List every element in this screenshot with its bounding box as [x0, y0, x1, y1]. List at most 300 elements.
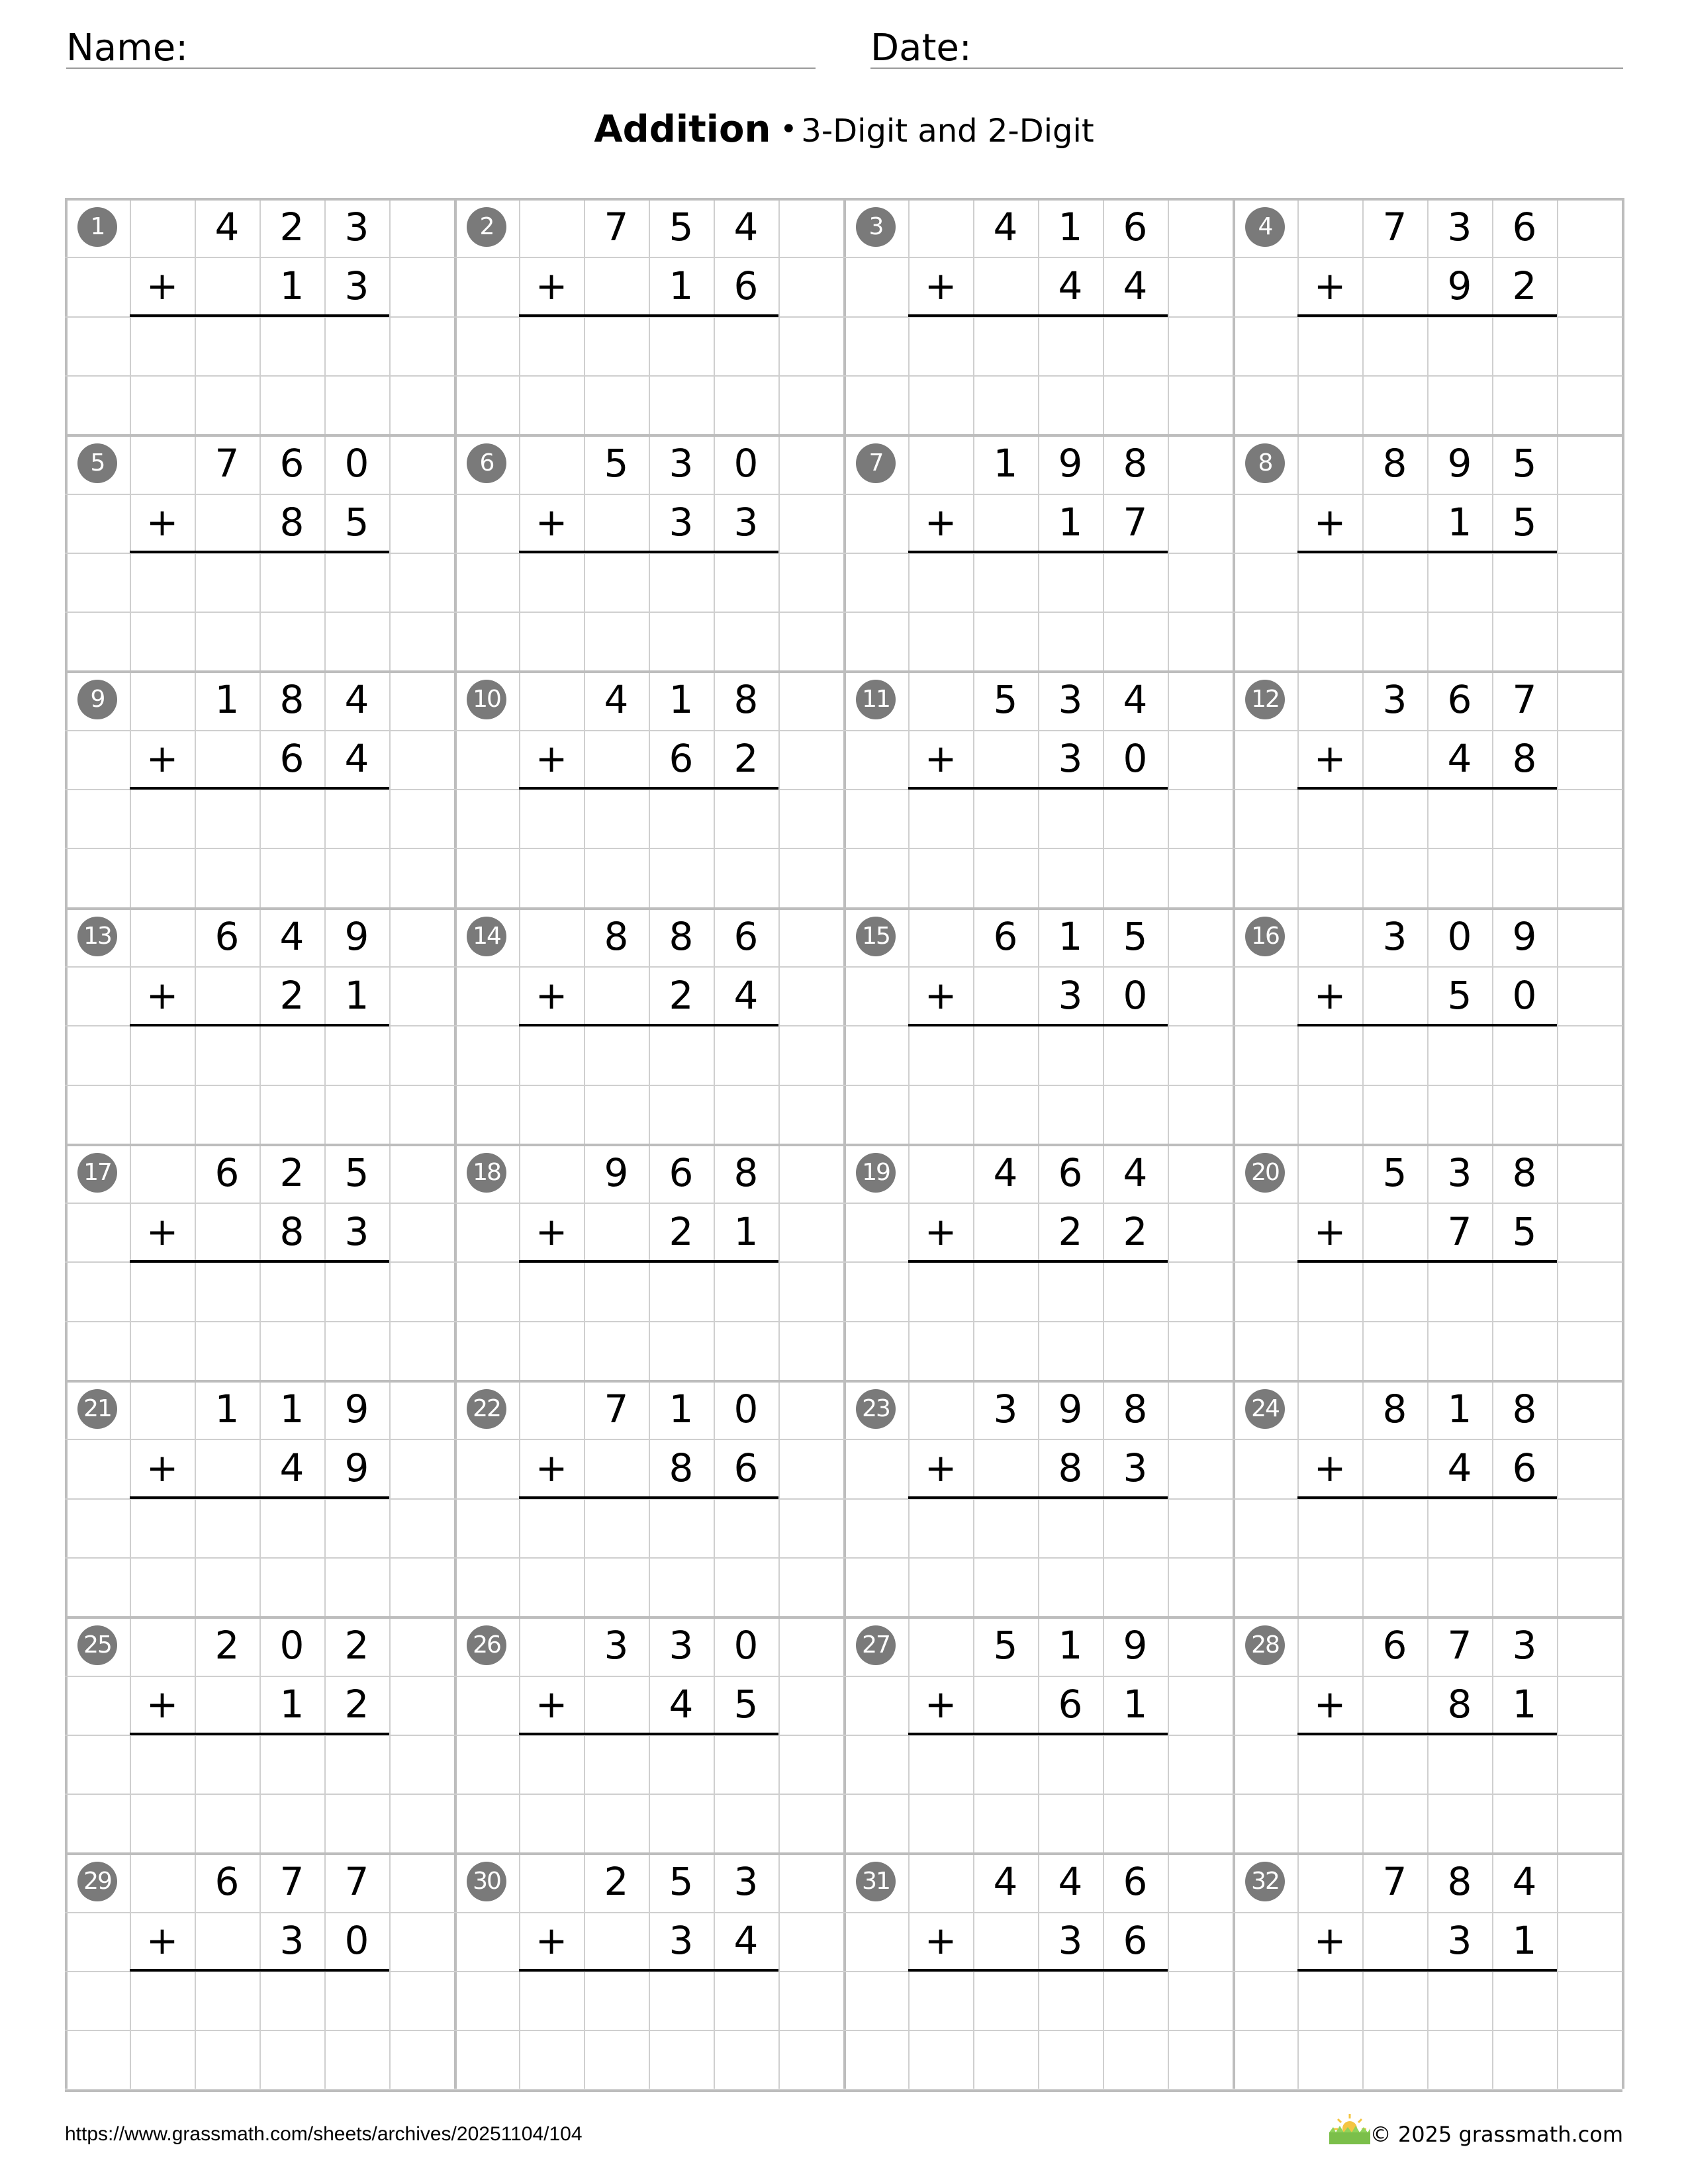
answer-cell[interactable] [1427, 1499, 1492, 1555]
answer-cell[interactable] [1038, 1263, 1103, 1319]
plus-sign: + [924, 1918, 957, 1963]
problem [454, 1380, 843, 1616]
name-line[interactable] [66, 68, 816, 69]
answer-cell[interactable] [1297, 1499, 1362, 1555]
addend-bottom-digit: 8 [1447, 1682, 1472, 1727]
addend-top-digit: 3 [1447, 1150, 1472, 1195]
answer-cell[interactable] [1103, 1735, 1168, 1792]
answer-cell[interactable] [649, 790, 714, 846]
answer-cell[interactable] [908, 1972, 973, 2028]
addend-top-digit: 7 [1512, 677, 1537, 722]
addend-bottom-digit: 9 [344, 1445, 369, 1490]
answer-cell[interactable] [195, 1263, 259, 1319]
answer-cell[interactable] [649, 1972, 714, 2028]
answer-cell[interactable] [519, 1499, 584, 1555]
problem-number-badge: 25 [77, 1625, 117, 1665]
addend-top-digit: 7 [344, 1859, 369, 1904]
answer-cell[interactable] [584, 1972, 649, 2028]
plus-sign: + [535, 263, 568, 308]
problem [454, 907, 843, 1144]
answer-cell[interactable] [1038, 1499, 1103, 1555]
addend-bottom-digit: 2 [1123, 1209, 1148, 1254]
problem [843, 1144, 1233, 1380]
problem-number-badge: 4 [1245, 207, 1285, 247]
addend-top-digit: 8 [1382, 1387, 1407, 1432]
addend-top-digit: 4 [1512, 1859, 1537, 1904]
addend-bottom-digit: 4 [669, 1682, 694, 1727]
addend-top-digit: 6 [993, 914, 1018, 959]
answer-cell[interactable] [1427, 1263, 1492, 1319]
addend-bottom-digit: 1 [733, 1209, 759, 1254]
answer-cell[interactable] [714, 1263, 778, 1319]
addend-bottom-digit: 3 [1058, 973, 1083, 1018]
answer-cell[interactable] [519, 553, 584, 610]
problem-number-badge: 1 [77, 207, 117, 247]
answer-cell[interactable] [908, 790, 973, 846]
addend-top-digit: 7 [1382, 205, 1407, 250]
addend-top-digit: 5 [604, 441, 629, 486]
plus-sign: + [1313, 263, 1346, 308]
addend-top-digit: 5 [993, 677, 1018, 722]
answer-cell[interactable] [908, 1026, 973, 1083]
problem [65, 1616, 454, 1852]
plus-sign: + [535, 1682, 568, 1727]
answer-cell[interactable] [130, 1972, 195, 2028]
addend-top-digit: 4 [993, 1150, 1018, 1195]
answer-cell[interactable] [130, 1499, 195, 1555]
addend-top-digit: 6 [1123, 205, 1148, 250]
answer-cell[interactable] [1103, 1972, 1168, 2028]
addend-bottom-digit: 7 [1447, 1209, 1472, 1254]
plus-sign: + [146, 1209, 179, 1254]
answer-cell[interactable] [1427, 553, 1492, 610]
answer-cell[interactable] [1038, 1735, 1103, 1792]
addend-top-digit: 3 [1512, 1623, 1537, 1668]
answer-cell[interactable] [519, 317, 584, 373]
answer-cell[interactable] [1038, 553, 1103, 610]
answer-cell[interactable] [973, 1026, 1038, 1083]
addend-top-digit: 8 [1447, 1859, 1472, 1904]
answer-cell[interactable] [584, 553, 649, 610]
problem [1233, 1852, 1622, 2089]
problem [65, 1144, 454, 1380]
answer-cell[interactable] [130, 1735, 195, 1792]
addend-bottom-digit: 6 [669, 736, 694, 781]
answer-cell[interactable] [1362, 1026, 1427, 1083]
addend-top-digit: 3 [604, 1623, 629, 1668]
answer-cell[interactable] [1103, 1499, 1168, 1555]
problem [1233, 1616, 1622, 1852]
addend-bottom-digit: 5 [733, 1682, 759, 1727]
addend-top-digit: 9 [604, 1150, 629, 1195]
problem [843, 1852, 1233, 2089]
answer-cell[interactable] [1362, 317, 1427, 373]
problem-number-badge: 13 [77, 917, 117, 956]
answer-cell[interactable] [195, 553, 259, 610]
answer-cell[interactable] [324, 1499, 389, 1555]
problem-number-badge: 14 [467, 917, 506, 956]
answer-cell[interactable] [649, 1026, 714, 1083]
plus-sign: + [924, 1209, 957, 1254]
answer-cell[interactable] [908, 317, 973, 373]
answer-cell[interactable] [1297, 553, 1362, 610]
answer-cell[interactable] [908, 1263, 973, 1319]
addend-bottom-digit: 4 [1447, 1445, 1472, 1490]
addend-bottom-digit: 6 [1123, 1918, 1148, 1963]
problem [454, 434, 843, 670]
addend-top-digit: 7 [604, 205, 629, 250]
answer-cell[interactable] [1492, 553, 1557, 610]
answer-cell[interactable] [1103, 553, 1168, 610]
problem-number-badge: 15 [856, 917, 896, 956]
answer-cell[interactable] [519, 1263, 584, 1319]
addend-top-digit: 5 [1123, 914, 1148, 959]
answer-cell[interactable] [1362, 1972, 1427, 2028]
addend-bottom-digit: 2 [1058, 1209, 1083, 1254]
answer-cell[interactable] [1427, 317, 1492, 373]
answer-cell[interactable] [714, 1499, 778, 1555]
addend-top-digit: 3 [1058, 677, 1083, 722]
answer-cell[interactable] [1297, 790, 1362, 846]
addend-top-digit: 3 [733, 1859, 759, 1904]
answer-cell[interactable] [714, 553, 778, 610]
addend-bottom-digit: 3 [1123, 1445, 1148, 1490]
answer-cell[interactable] [908, 1735, 973, 1792]
answer-cell[interactable] [1038, 1972, 1103, 2028]
addend-top-digit: 9 [344, 1387, 369, 1432]
problem [454, 1852, 843, 2089]
answer-cell[interactable] [195, 317, 259, 373]
addend-top-digit: 3 [993, 1387, 1018, 1432]
addend-bottom-digit: 8 [1058, 1445, 1083, 1490]
addend-bottom-digit: 8 [279, 1209, 305, 1254]
addend-top-digit: 1 [279, 1387, 305, 1432]
answer-cell[interactable] [1492, 1499, 1557, 1555]
addend-top-digit: 7 [604, 1387, 629, 1432]
addend-top-digit: 0 [279, 1623, 305, 1668]
answer-cell[interactable] [1362, 1263, 1427, 1319]
plus-sign: + [1313, 1209, 1346, 1254]
answer-cell[interactable] [1362, 1499, 1427, 1555]
answer-cell[interactable] [1038, 790, 1103, 846]
answer-cell[interactable] [1297, 1735, 1362, 1792]
plus-sign: + [146, 263, 179, 308]
answer-cell[interactable] [1492, 1972, 1557, 2028]
answer-cell[interactable] [519, 790, 584, 846]
answer-cell[interactable] [973, 1972, 1038, 2028]
answer-cell[interactable] [1297, 317, 1362, 373]
answer-cell[interactable] [259, 1972, 324, 2028]
addend-top-digit: 8 [604, 914, 629, 959]
answer-cell[interactable] [714, 1735, 778, 1792]
addend-top-digit: 8 [669, 914, 694, 959]
answer-cell[interactable] [973, 790, 1038, 846]
answer-cell[interactable] [195, 1972, 259, 2028]
answer-cell[interactable] [973, 317, 1038, 373]
answer-cell[interactable] [908, 1499, 973, 1555]
answer-cell[interactable] [1362, 1735, 1427, 1792]
addend-top-digit: 8 [733, 677, 759, 722]
answer-cell[interactable] [1362, 553, 1427, 610]
problem-number-badge: 24 [1245, 1389, 1285, 1429]
addend-top-digit: 1 [669, 677, 694, 722]
answer-cell[interactable] [130, 1026, 195, 1083]
plus-sign: + [924, 263, 957, 308]
addend-top-digit: 0 [1447, 914, 1472, 959]
problem [843, 670, 1233, 907]
plus-sign: + [924, 1445, 957, 1490]
answer-cell[interactable] [649, 1735, 714, 1792]
addend-bottom-digit: 2 [1512, 263, 1537, 308]
answer-cell[interactable] [130, 790, 195, 846]
problem [65, 1852, 454, 2089]
addend-bottom-digit: 5 [1447, 973, 1472, 1018]
plus-sign: + [535, 1209, 568, 1254]
answer-cell[interactable] [1103, 317, 1168, 373]
answer-cell[interactable] [324, 790, 389, 846]
footer-copyright: © 2025 grassmath.com [1370, 2122, 1623, 2147]
addend-top-digit: 5 [1512, 441, 1537, 486]
answer-cell[interactable] [584, 1499, 649, 1555]
plus-sign: + [1313, 1918, 1346, 1963]
addend-bottom-digit: 6 [733, 263, 759, 308]
answer-cell[interactable] [649, 1263, 714, 1319]
worksheet-title [0, 106, 1688, 156]
answer-cell[interactable] [649, 317, 714, 373]
plus-sign: + [146, 736, 179, 781]
answer-cell[interactable] [259, 790, 324, 846]
date-line[interactable] [870, 68, 1623, 69]
plus-sign: + [924, 736, 957, 781]
answer-cell[interactable] [714, 790, 778, 846]
answer-cell[interactable] [259, 317, 324, 373]
addend-bottom-digit: 8 [1512, 736, 1537, 781]
answer-cell[interactable] [1103, 1026, 1168, 1083]
answer-cell[interactable] [973, 1263, 1038, 1319]
problem [65, 670, 454, 907]
answer-cell[interactable] [584, 317, 649, 373]
problem-number-badge: 10 [467, 680, 506, 719]
addend-top-digit: 1 [214, 677, 240, 722]
answer-cell[interactable] [1038, 1026, 1103, 1083]
addend-bottom-digit: 3 [1058, 1918, 1083, 1963]
addend-bottom-digit: 0 [1123, 736, 1148, 781]
answer-cell[interactable] [324, 1263, 389, 1319]
addend-top-digit: 3 [344, 205, 369, 250]
addend-top-digit: 5 [993, 1623, 1018, 1668]
answer-cell[interactable] [324, 317, 389, 373]
addend-bottom-digit: 4 [1447, 736, 1472, 781]
problem-number-badge: 18 [467, 1153, 506, 1193]
problem-number-badge: 19 [856, 1153, 896, 1193]
answer-cell[interactable] [1427, 790, 1492, 846]
answer-cell[interactable] [1427, 1026, 1492, 1083]
addend-bottom-digit: 3 [733, 500, 759, 545]
answer-cell[interactable] [714, 1026, 778, 1083]
addend-bottom-digit: 9 [1447, 263, 1472, 308]
problem-number-badge: 21 [77, 1389, 117, 1429]
answer-cell[interactable] [649, 1499, 714, 1555]
grass-sun-logo-icon [1327, 2111, 1373, 2146]
addend-top-digit: 3 [1447, 205, 1472, 250]
addend-top-digit: 9 [1058, 1387, 1083, 1432]
answer-cell[interactable] [1103, 1263, 1168, 1319]
answer-cell[interactable] [1427, 1972, 1492, 2028]
answer-cell[interactable] [259, 1735, 324, 1792]
answer-cell[interactable] [1492, 790, 1557, 846]
addend-top-digit: 6 [1123, 1859, 1148, 1904]
addend-top-digit: 6 [669, 1150, 694, 1195]
answer-cell[interactable] [908, 553, 973, 610]
addend-top-digit: 9 [1058, 441, 1083, 486]
addend-bottom-digit: 4 [1123, 263, 1148, 308]
addend-top-digit: 6 [1382, 1623, 1407, 1668]
problem [1233, 907, 1622, 1144]
plus-sign: + [1313, 500, 1346, 545]
answer-cell[interactable] [130, 553, 195, 610]
plus-sign: + [146, 1682, 179, 1727]
addend-bottom-digit: 4 [1058, 263, 1083, 308]
addend-top-digit: 0 [344, 441, 369, 486]
problem-number-badge: 23 [856, 1389, 896, 1429]
addend-top-digit: 8 [1382, 441, 1407, 486]
addend-bottom-digit: 8 [669, 1445, 694, 1490]
problem-number-badge: 31 [856, 1862, 896, 1901]
addend-bottom-digit: 2 [344, 1682, 369, 1727]
plus-sign: + [146, 1445, 179, 1490]
addend-top-digit: 9 [344, 914, 369, 959]
addend-top-digit: 3 [1382, 677, 1407, 722]
answer-cell[interactable] [195, 1026, 259, 1083]
addend-top-digit: 4 [993, 205, 1018, 250]
addend-top-digit: 4 [993, 1859, 1018, 1904]
problem [843, 1380, 1233, 1616]
grid-line-horizontal [65, 2089, 1622, 2092]
answer-cell[interactable] [195, 1735, 259, 1792]
addend-top-digit: 3 [669, 1623, 694, 1668]
answer-cell[interactable] [1427, 1735, 1492, 1792]
answer-cell[interactable] [259, 1026, 324, 1083]
answer-cell[interactable] [714, 1972, 778, 2028]
problem [65, 198, 454, 434]
plus-sign: + [535, 736, 568, 781]
problem-number-badge: 11 [856, 680, 896, 719]
addend-top-digit: 1 [669, 1387, 694, 1432]
plus-sign: + [924, 973, 957, 1018]
answer-cell[interactable] [259, 1499, 324, 1555]
addend-top-digit: 2 [344, 1623, 369, 1668]
addend-top-digit: 6 [214, 1859, 240, 1904]
answer-cell[interactable] [324, 1026, 389, 1083]
addend-top-digit: 0 [733, 1387, 759, 1432]
addend-bottom-digit: 6 [1512, 1445, 1537, 1490]
addend-top-digit: 5 [344, 1150, 369, 1195]
addend-bottom-digit: 8 [279, 500, 305, 545]
addend-top-digit: 1 [1447, 1387, 1472, 1432]
problem-number-badge: 8 [1245, 443, 1285, 483]
answer-cell[interactable] [584, 1026, 649, 1083]
addend-top-digit: 1 [214, 1387, 240, 1432]
addend-top-digit: 5 [669, 1859, 694, 1904]
name-label: Name: [66, 26, 189, 69]
answer-cell[interactable] [1362, 790, 1427, 846]
problem-number-badge: 28 [1245, 1625, 1285, 1665]
answer-cell[interactable] [324, 553, 389, 610]
title-subtitle: 3-Digit and 2-Digit [801, 113, 1094, 150]
addend-top-digit: 0 [733, 441, 759, 486]
answer-cell[interactable] [519, 1735, 584, 1792]
addend-bottom-digit: 4 [733, 973, 759, 1018]
answer-cell[interactable] [195, 1499, 259, 1555]
addend-bottom-digit: 2 [733, 736, 759, 781]
answer-cell[interactable] [519, 1972, 584, 2028]
addend-bottom-digit: 3 [669, 500, 694, 545]
answer-cell[interactable] [1492, 1263, 1557, 1319]
answer-cell[interactable] [195, 790, 259, 846]
answer-cell[interactable] [1492, 1026, 1557, 1083]
plus-sign: + [146, 973, 179, 1018]
answer-cell[interactable] [1492, 317, 1557, 373]
answer-cell[interactable] [324, 1972, 389, 2028]
addend-top-digit: 8 [1512, 1387, 1537, 1432]
plus-sign: + [146, 500, 179, 545]
answer-cell[interactable] [324, 1735, 389, 1792]
answer-cell[interactable] [714, 317, 778, 373]
answer-cell[interactable] [649, 553, 714, 610]
answer-cell[interactable] [1103, 790, 1168, 846]
problem [843, 1616, 1233, 1852]
answer-cell[interactable] [130, 317, 195, 373]
addend-top-digit: 6 [733, 914, 759, 959]
plus-sign: + [1313, 1445, 1346, 1490]
answer-cell[interactable] [519, 1026, 584, 1083]
footer-url: https://www.grassmath.com/sheets/archives/20251104/104 [65, 2123, 583, 2145]
problem-number-badge: 17 [77, 1153, 117, 1193]
problem [1233, 1380, 1622, 1616]
answer-cell[interactable] [973, 1735, 1038, 1792]
addend-top-digit: 4 [1058, 1859, 1083, 1904]
answer-cell[interactable] [1492, 1735, 1557, 1792]
addend-bottom-digit: 6 [279, 736, 305, 781]
problem-number-badge: 3 [856, 207, 896, 247]
answer-cell[interactable] [1297, 1026, 1362, 1083]
answer-cell[interactable] [584, 1735, 649, 1792]
addend-top-digit: 4 [214, 205, 240, 250]
answer-cell[interactable] [584, 1263, 649, 1319]
addend-bottom-digit: 1 [1447, 500, 1472, 545]
problem [1233, 1144, 1622, 1380]
plus-sign: + [535, 1918, 568, 1963]
answer-cell[interactable] [1297, 1972, 1362, 2028]
answer-cell[interactable] [1038, 317, 1103, 373]
addend-top-digit: 4 [1123, 1150, 1148, 1195]
addend-bottom-digit: 5 [1512, 500, 1537, 545]
answer-cell[interactable] [973, 553, 1038, 610]
plus-sign: + [924, 500, 957, 545]
answer-cell[interactable] [259, 553, 324, 610]
answer-cell[interactable] [1297, 1263, 1362, 1319]
problem-number-badge: 2 [467, 207, 506, 247]
answer-cell[interactable] [130, 1263, 195, 1319]
answer-cell[interactable] [584, 790, 649, 846]
problem [454, 1144, 843, 1380]
answer-cell[interactable] [259, 1263, 324, 1319]
problem-number-badge: 22 [467, 1389, 506, 1429]
answer-cell[interactable] [973, 1499, 1038, 1555]
problem-grid [65, 198, 1622, 2089]
addend-top-digit: 3 [1382, 914, 1407, 959]
addend-top-digit: 8 [1512, 1150, 1537, 1195]
